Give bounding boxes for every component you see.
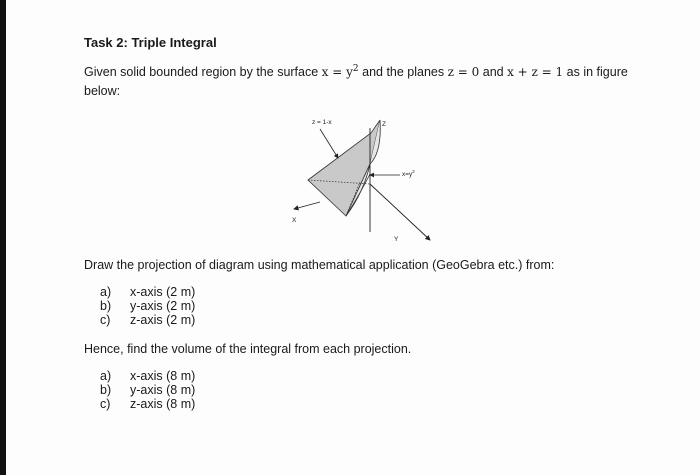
surface-label: $x=y^2$ — [402, 169, 415, 178]
part1-list — [100, 285, 195, 327]
task-title: Task 2: Triple Integral — [84, 35, 217, 50]
item-label: b) — [100, 299, 112, 313]
list-item — [100, 397, 195, 411]
item-text: y-axis (2 m) — [130, 299, 196, 313]
intro-pre: Given solid bounded region by the surface — [84, 65, 319, 79]
part2-instruction: Hence, find the volume of the integral from each projection. — [84, 342, 412, 356]
plane-pointer — [320, 129, 338, 158]
item-text: x-axis (8 m) — [130, 369, 196, 383]
item-text: y-axis (8 m) — [130, 383, 196, 397]
part1-instruction: Draw the projection of diagram using mathematical application (GeoGebra etc.) from: — [84, 258, 555, 272]
plane1-equation: z = 0 — [447, 65, 480, 79]
list-item — [100, 299, 195, 313]
list-item — [100, 285, 195, 299]
y-axis-label: Y — [394, 236, 399, 243]
x-axis-label: X — [292, 217, 297, 224]
intro-mid2: and — [482, 65, 504, 79]
list-item — [100, 313, 195, 327]
plane2-equation: x + z = 1 — [507, 65, 564, 79]
item-label: a) — [100, 285, 112, 299]
problem-statement — [84, 63, 644, 101]
solid-region-figure — [286, 112, 446, 247]
item-label: a) — [100, 369, 112, 383]
intro-post: as in figure below: — [84, 65, 628, 98]
x-axis — [294, 202, 320, 209]
item-text: x-axis (2 m) — [130, 285, 196, 299]
item-label: c) — [100, 397, 111, 411]
item-text: z-axis (2 m) — [130, 313, 196, 327]
item-label: b) — [100, 383, 112, 397]
y-axis — [370, 184, 430, 240]
intro-mid1: and the planes — [362, 65, 445, 79]
list-item — [100, 383, 195, 397]
item-label: c) — [100, 313, 111, 327]
part2-list — [100, 369, 195, 411]
surface-equation: $x = y^2$ — [321, 64, 359, 79]
list-item — [100, 369, 195, 383]
plane-label: z = 1-x — [312, 119, 332, 126]
z-axis-label: Z — [382, 121, 386, 128]
item-text: z-axis (8 m) — [130, 397, 196, 411]
